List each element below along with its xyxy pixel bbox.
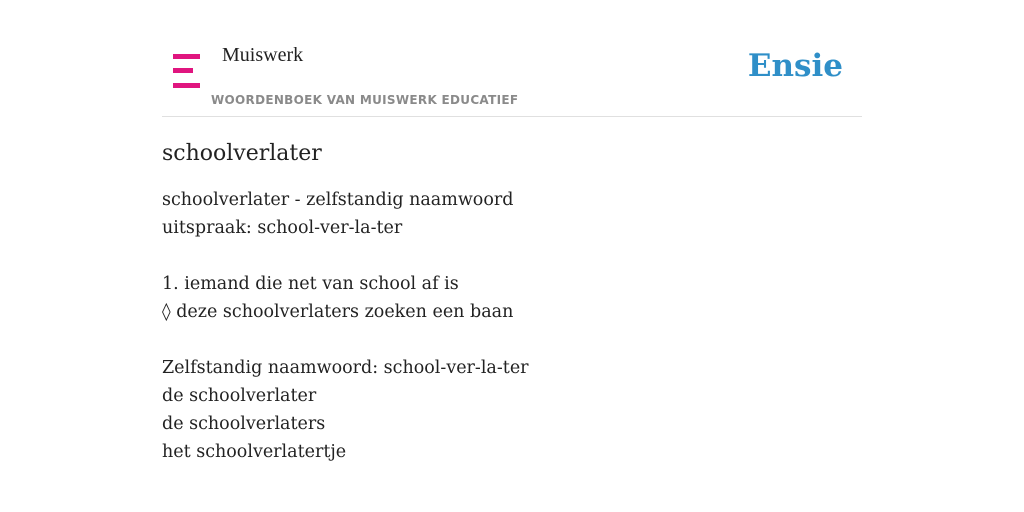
ensie-logo[interactable]: Ensie	[747, 48, 843, 84]
page-title: schoolverlater	[162, 141, 322, 166]
form-item: de schoolverlaters	[162, 414, 326, 434]
header	[162, 0, 862, 117]
brand-name[interactable]: Muiswerk	[222, 44, 304, 66]
example-line: ◊ deze schoolverlaters zoeken een baan	[162, 302, 514, 322]
form-item: de schoolverlater	[162, 386, 317, 406]
word-class-line: schoolverlater - zelfstandig naamwoord	[162, 190, 514, 210]
form-item: het schoolverlatertje	[162, 442, 347, 462]
definition-line: 1. iemand die net van school af is	[162, 274, 459, 294]
forms-heading: Zelfstandig naamwoord: school-ver-la-ter	[162, 358, 529, 378]
muiswerk-logo-icon[interactable]	[173, 54, 200, 88]
brand-subtitle: WOORDENBOEK VAN MUISWERK EDUCATIEF	[211, 93, 519, 107]
pronunciation-line: uitspraak: school-ver-la-ter	[162, 218, 403, 238]
entry-content	[162, 136, 862, 466]
